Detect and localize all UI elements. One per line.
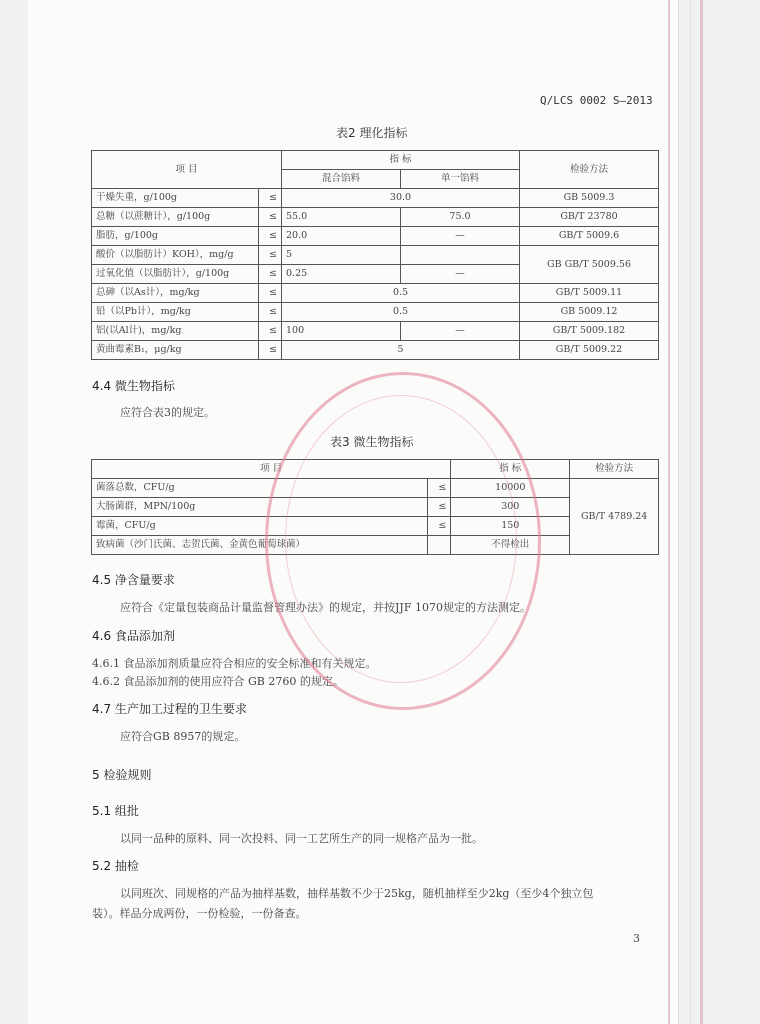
page-edge (668, 0, 670, 1024)
header-index: 指 标 (451, 460, 570, 479)
method-cell: GB/T 4789.24 (570, 479, 659, 555)
header-mix: 混合馅料 (282, 170, 401, 189)
header-index: 指 标 (282, 151, 520, 170)
table3-title: 表3 微生物指标 (330, 435, 414, 449)
section-heading: 4.7 生产加工过程的卫生要求 (92, 702, 247, 716)
header-item: 项 目 (92, 460, 451, 479)
table-row: 霉菌，CFU/g ≤ 150 (92, 517, 659, 536)
table-row: 脂肪，g/100g ≤ 20.0 — GB/T 5009.6 (92, 227, 659, 246)
page-edge (690, 0, 691, 1024)
table-row: 铅（以Pb计），mg/kg ≤ 0.5 GB 5009.12 (92, 303, 659, 322)
paragraph: 应符合表3的规定。 (120, 406, 215, 419)
section-heading: 5.2 抽检 (92, 859, 139, 873)
paragraph: 4.6.2 食品添加剂的使用应符合 GB 2760 的规定。 (92, 675, 344, 688)
paragraph: 以同一品种的原料、同一次投料、同一工艺所生产的同一规格产品为一批。 (120, 832, 483, 845)
section-heading: 4.6 食品添加剂 (92, 629, 175, 643)
paragraph: 以同班次、同规格的产品为抽样基数，抽样基数不少于25kg，随机抽样至少2kg（至少4个独立包 (120, 887, 594, 900)
table-row: 致病菌（沙门氏菌、志贺氏菌、金黄色葡萄球菌） 不得检出 (92, 536, 659, 555)
page-edge (700, 0, 703, 1024)
standard-code: Q/LCS 0002 S—2013 (540, 94, 653, 107)
section-heading: 4.5 净含量要求 (92, 573, 175, 587)
table-row: 黄曲霉素B₁，μg/kg ≤ 5 GB/T 5009.22 (92, 341, 659, 360)
paragraph: 装）。样品分成两份，一份检验，一份备查。 (92, 907, 307, 920)
table-row: 过氧化值（以脂肪计），g/100g ≤ 0.25 — (92, 265, 659, 284)
paragraph: 4.6.1 食品添加剂质量应符合相应的安全标准和有关规定。 (92, 657, 377, 670)
header-method: 检验方法 (520, 151, 659, 189)
table3 (91, 459, 659, 555)
header-item: 项 目 (92, 151, 282, 189)
header-single: 单一馅料 (401, 170, 520, 189)
section-heading: 5 检验规则 (92, 768, 152, 782)
section-heading: 4.4 微生物指标 (92, 379, 175, 393)
table2 (91, 150, 659, 360)
paragraph: 应符合GB 8957的规定。 (120, 730, 246, 743)
section-heading: 5.1 组批 (92, 804, 139, 818)
table-row: 菌落总数，CFU/g ≤ 10000 GB/T 4789.24 (92, 479, 659, 498)
table2-title: 表2 理化指标 (336, 126, 408, 140)
table-row: 铝(以Al计)，mg/kg ≤ 100 — GB/T 5009.182 (92, 322, 659, 341)
table-row: 酸价（以脂肪计）KOH），mg/g ≤ 5 GB GB/T 5009.56 (92, 246, 659, 265)
page-number: 3 (633, 932, 640, 945)
table-row: 总砷（以As计），mg/kg ≤ 0.5 GB/T 5009.11 (92, 284, 659, 303)
table-row: 干燥失重，g/100g ≤ 30.0 GB 5009.3 (92, 189, 659, 208)
table-row: 大肠菌群，MPN/100g ≤ 300 (92, 498, 659, 517)
paragraph: 应符合《定量包装商品计量监督管理办法》的规定，并按JJF 1070规定的方法测定。 (120, 601, 531, 614)
table-row: 总糖（以蔗糖计），g/100g ≤ 55.0 75.0 GB/T 23780 (92, 208, 659, 227)
header-method: 检验方法 (570, 460, 659, 479)
